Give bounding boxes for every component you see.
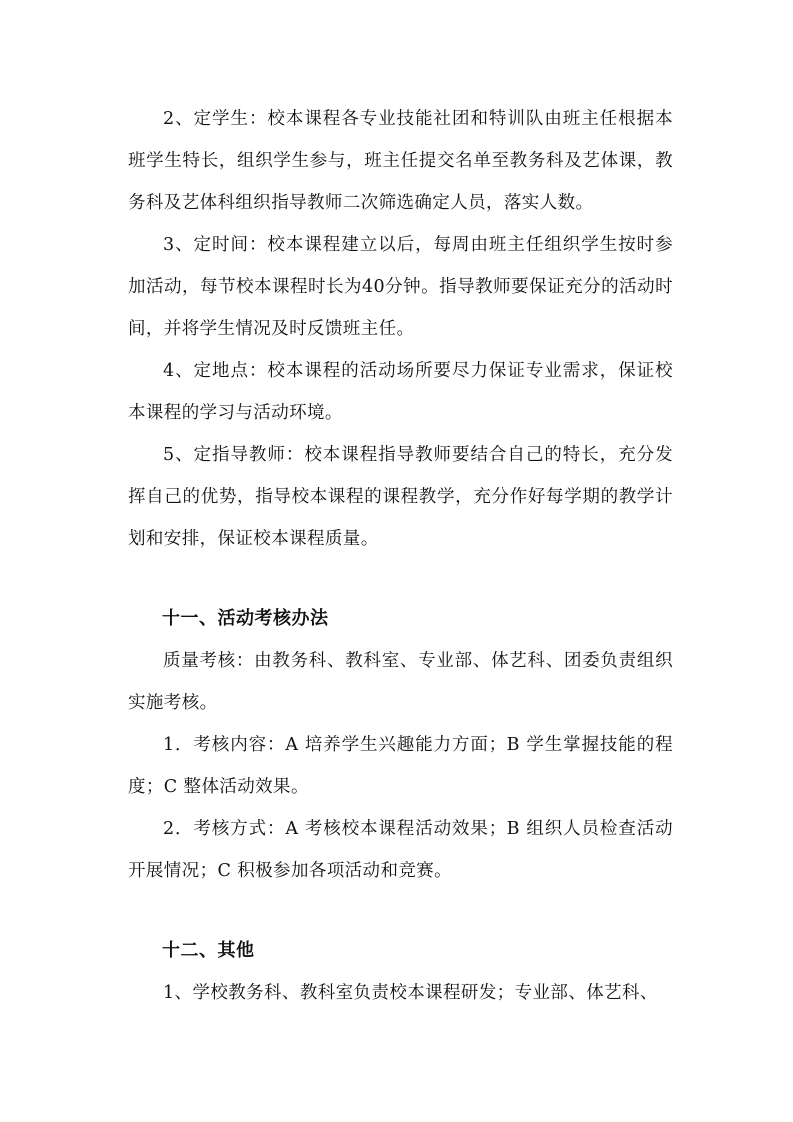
paragraph-define-location: 4、定地点：校本课程的活动场所要尽力保证专业需求，保证校本课程的学习与活动环境。 xyxy=(128,361,673,423)
paragraph-define-instructors: 5、定指导教师：校本课程指导教师要结合自己的特长，充分发挥自己的优势，指导校本课程的课程教学，充分作好每学期的教学计划和安排，保证校本课程质量。 xyxy=(128,445,673,549)
paragraph-other-1: 1、学校教务科、教科室负责校本课程研发；专业部、体艺科、 xyxy=(163,983,658,1003)
section-heading-assessment: 十一、活动考核办法 xyxy=(162,608,329,629)
paragraph-define-students: 2、定学生：校本课程各专业技能社团和特训队由班主任根据本班学生特长，组织学生参与，班主任提交名单至教务科及艺体课，教务科及艺体科组织指导教师二次筛选确定人员，落实人数。 xyxy=(128,109,673,213)
paragraph-assessment-content: 1．考核内容：A 培养学生兴趣能力方面；B 学生掌握技能的程度；C 整体活动效果。 xyxy=(128,735,673,797)
paragraph-assessment-method: 2．考核方式：A 考核校本课程活动效果；B 组织人员检查活动开展情况；C 积极参加各项活动和竞赛。 xyxy=(128,819,673,881)
paragraph-quality-assessment: 质量考核：由教务科、教科室、专业部、体艺科、团委负责组织实施考核。 xyxy=(128,651,673,713)
paragraph-define-time: 3、定时间：校本课程建立以后，每周由班主任组织学生按时参加活动，每节校本课程时长为40分钟。指导教师要保证充分的活动时间，并将学生情况及时反馈班主任。 xyxy=(128,235,673,339)
section-heading-other: 十二、其他 xyxy=(162,940,255,961)
